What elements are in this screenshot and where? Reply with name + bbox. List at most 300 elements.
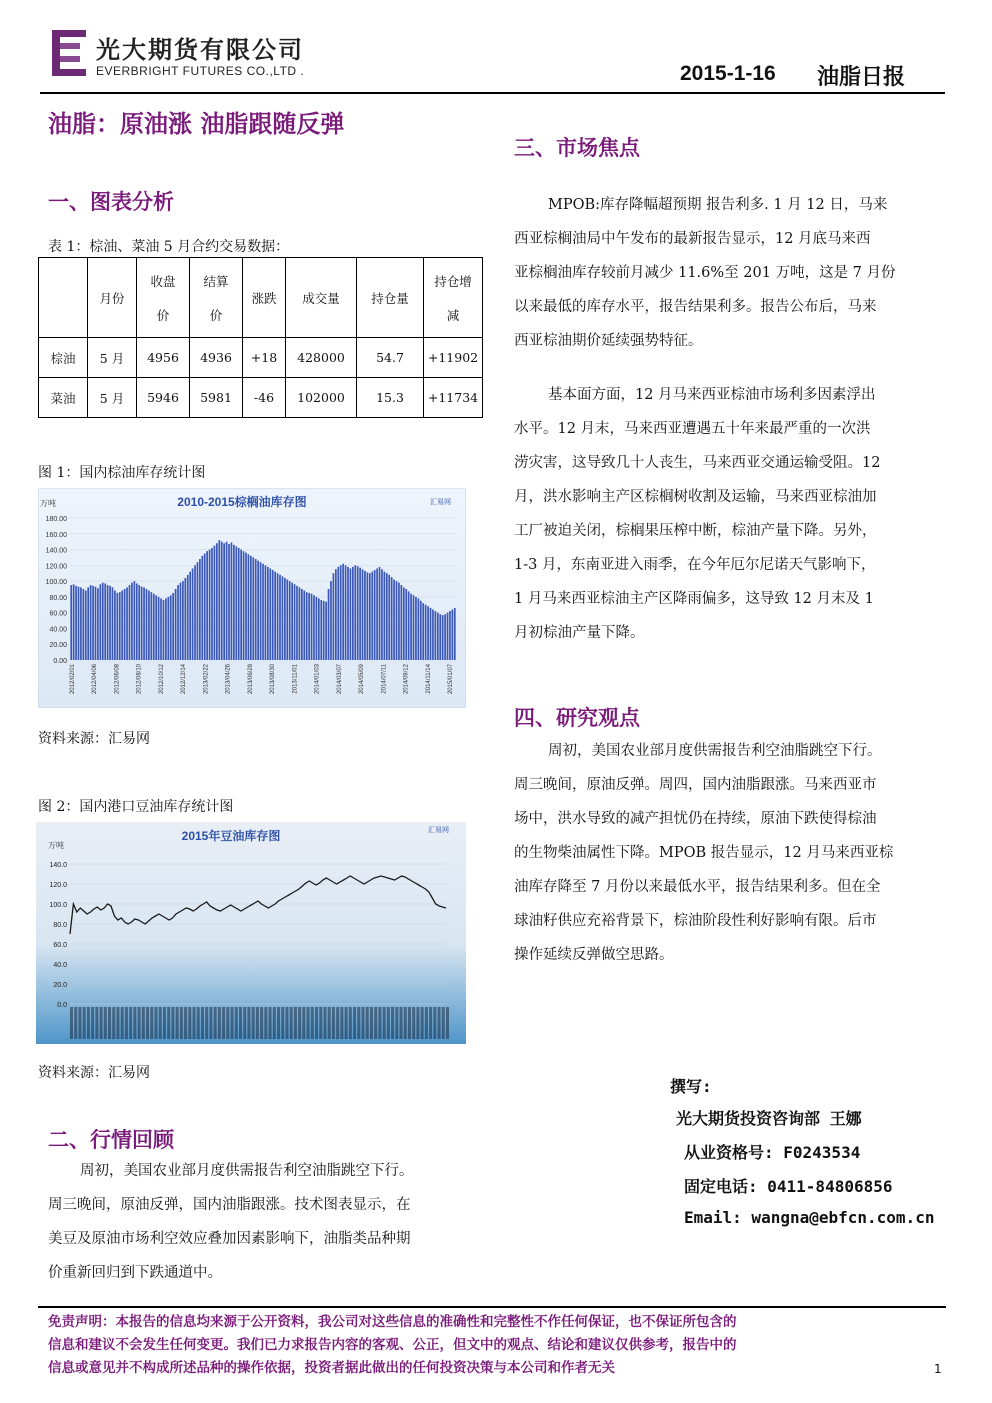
x-tick-label: 2012/08/10 xyxy=(136,664,143,695)
data-bar xyxy=(124,589,126,660)
x-tick-mark xyxy=(408,1007,411,1039)
data-bar xyxy=(354,565,356,660)
x-tick-mark xyxy=(205,1007,208,1039)
table-header-cell: 月份 xyxy=(88,258,137,338)
x-tick-mark xyxy=(87,1007,90,1039)
x-tick-mark xyxy=(129,1007,132,1039)
x-tick-mark xyxy=(83,1007,86,1039)
x-tick-mark xyxy=(146,1007,149,1039)
x-tick-mark xyxy=(433,1007,436,1039)
data-bar xyxy=(95,587,97,660)
x-tick-mark xyxy=(353,1007,356,1039)
x-tick-mark xyxy=(70,1007,73,1039)
x-tick-label: 2013/04/26 xyxy=(225,664,232,695)
text-line: 操作延续反弹做空思路。 xyxy=(514,947,674,963)
x-tick-mark xyxy=(167,1007,170,1039)
data-bar xyxy=(418,598,420,660)
x-tick-mark xyxy=(323,1007,326,1039)
x-tick-mark xyxy=(302,1007,305,1039)
x-tick-label: 2014/05/09 xyxy=(359,664,366,695)
table-cell: 54.7 xyxy=(357,338,424,378)
x-tick-mark xyxy=(138,1007,141,1039)
data-bar xyxy=(340,565,342,660)
data-bar xyxy=(260,562,262,660)
header-divider xyxy=(40,92,945,94)
data-bar xyxy=(116,593,118,660)
section-3-para-2 xyxy=(514,378,954,650)
x-tick-mark xyxy=(349,1007,352,1039)
data-bar xyxy=(143,587,145,660)
company-logo-icon xyxy=(52,30,88,76)
y-tick-label: 120.0 xyxy=(49,882,67,889)
x-tick-label: 2012/06/08 xyxy=(114,664,121,695)
y-tick-label: 140.0 xyxy=(49,862,67,869)
x-tick-mark xyxy=(239,1007,242,1039)
contract-data-table xyxy=(38,257,483,418)
y-tick-label: 160.00 xyxy=(45,531,67,539)
x-tick-mark xyxy=(264,1007,267,1039)
text-line: 亚棕榈油库存较前月减少 11.6%至 201 万吨，这是 7 月份 xyxy=(514,265,896,281)
data-bar xyxy=(364,571,366,660)
chart-watermark: 汇易网 xyxy=(428,827,449,834)
data-bar xyxy=(167,597,169,660)
report-date: 2015-1-16 xyxy=(680,62,776,85)
x-tick-label: 2013/02/22 xyxy=(203,664,210,695)
y-tick-label: 80.0 xyxy=(53,922,67,929)
x-tick-mark xyxy=(188,1007,191,1039)
data-bar xyxy=(357,566,359,660)
x-tick-mark xyxy=(438,1007,441,1039)
author-label: 撰写: xyxy=(670,1077,712,1096)
text-line: 工厂被迫关闭，棕榈果压榨中断，棕油产量下降。另外， xyxy=(514,523,877,539)
text-line: 基本面方面，12 月马来西亚棕油市场利多因素浮出 xyxy=(548,387,876,403)
text-line: 球油籽供应充裕背景下，棕油阶段性利好影响有限。后市 xyxy=(514,913,877,929)
x-tick-mark xyxy=(277,1007,280,1039)
x-tick-label: 2014/11/14 xyxy=(425,664,432,694)
x-tick-mark xyxy=(235,1007,238,1039)
section-4-text xyxy=(514,734,954,972)
figure-1-source: 资料来源：汇易网 xyxy=(38,731,150,747)
data-bar xyxy=(439,614,441,660)
y-tick-label: 100.0 xyxy=(49,902,67,909)
disclaimer-label: 免责声明： xyxy=(48,1314,116,1330)
x-tick-mark xyxy=(112,1007,115,1039)
data-bar xyxy=(204,554,206,661)
x-tick-mark xyxy=(374,1007,377,1039)
data-bar xyxy=(337,567,339,660)
x-tick-mark xyxy=(104,1007,107,1039)
text-line: MPOB:库存降幅超预期 报告利多. 1 月 12 日，马来 xyxy=(548,197,888,213)
y-axis-label: 万吨 xyxy=(48,841,64,850)
data-bar xyxy=(308,593,310,660)
data-bar xyxy=(369,573,371,660)
text-line: 场中，洪水导致的减产担忧仍在持续，原油下跌使得棕油 xyxy=(514,811,877,827)
x-tick-mark xyxy=(319,1007,322,1039)
data-bar xyxy=(318,598,320,660)
x-tick-label: 2015/01/07 xyxy=(448,664,454,695)
data-bar xyxy=(413,595,415,660)
data-bar xyxy=(155,595,157,660)
x-tick-label: 2013/06/28 xyxy=(247,664,254,695)
data-bar xyxy=(133,581,135,660)
text-line: 月，洪水影响主产区棕榈树收割及运输，马来西亚棕油加 xyxy=(514,489,877,505)
data-bar xyxy=(221,542,223,660)
data-bar xyxy=(359,568,361,660)
data-bar xyxy=(401,585,403,660)
y-tick-label: 100.00 xyxy=(45,579,67,587)
company-name-cn: 光大期货有限公司 xyxy=(96,35,304,64)
x-tick-label: 2012/12/14 xyxy=(181,664,188,695)
data-bar xyxy=(177,585,179,660)
x-tick-mark xyxy=(201,1007,204,1039)
y-tick-label: 20.0 xyxy=(53,982,67,989)
x-tick-mark xyxy=(370,1007,373,1039)
data-bar xyxy=(427,606,429,660)
x-tick-mark xyxy=(252,1007,255,1039)
table-header-cell xyxy=(39,258,88,338)
x-tick-mark xyxy=(395,1007,398,1039)
table-cell: 4956 xyxy=(137,338,190,378)
text-line: 美豆及原油市场利空效应叠加因素影响下，油脂类品种期 xyxy=(48,1231,411,1247)
data-bar xyxy=(299,587,301,660)
data-bar xyxy=(90,585,92,660)
data-bar xyxy=(279,575,281,660)
x-tick-label: 2013/08/30 xyxy=(270,664,277,695)
data-bar xyxy=(238,548,240,660)
data-bar xyxy=(126,587,128,660)
data-bar xyxy=(420,601,422,660)
data-bar xyxy=(83,589,85,660)
table-cell: +18 xyxy=(243,338,286,378)
data-bar xyxy=(194,565,196,660)
x-tick-mark xyxy=(116,1007,119,1039)
data-bar xyxy=(85,591,87,660)
data-bar xyxy=(403,587,405,660)
table-cell: 棕油 xyxy=(39,338,88,378)
data-bar xyxy=(316,597,318,660)
x-tick-label: 2014/07/11 xyxy=(381,664,388,694)
x-tick-mark xyxy=(383,1007,386,1039)
table-cell: 102000 xyxy=(286,378,357,418)
data-bar xyxy=(311,594,313,660)
data-bar xyxy=(425,605,427,660)
text-line: 涝灾害，这导致几十人丧生，马来西亚交通运输受阻。12 xyxy=(514,455,881,471)
data-bar xyxy=(313,595,315,660)
table-row xyxy=(39,378,483,418)
x-tick-mark xyxy=(91,1007,94,1039)
table-cell: 4936 xyxy=(190,338,243,378)
data-bar xyxy=(70,585,72,660)
x-tick-mark xyxy=(231,1007,234,1039)
data-bar xyxy=(371,572,373,660)
data-bar xyxy=(335,569,337,660)
data-bar xyxy=(73,584,75,660)
x-tick-mark xyxy=(273,1007,276,1039)
data-bar xyxy=(396,581,398,660)
data-bar xyxy=(345,565,347,660)
x-tick-label: 2014/03/07 xyxy=(336,664,343,695)
text-line: 价重新回归到下跌通道中。 xyxy=(48,1265,222,1281)
table-header-cell: 持仓量 xyxy=(357,258,424,338)
section-3-para-1 xyxy=(514,188,954,358)
x-tick-mark xyxy=(294,1007,297,1039)
chart-title: 2010-2015棕榈油库存图 xyxy=(177,495,307,509)
data-bar xyxy=(277,573,279,660)
data-bar xyxy=(328,589,330,660)
x-tick-mark xyxy=(307,1007,310,1039)
data-bar xyxy=(449,611,451,660)
data-bar xyxy=(289,581,291,660)
figure-1-caption: 图 1：国内棕油库存统计图 xyxy=(38,465,206,481)
x-tick-mark xyxy=(100,1007,103,1039)
data-bar xyxy=(330,581,332,660)
disclaimer-line: 信息和建议不会发生任何变更。我们已力求报告内容的客观、公正，但文中的观点、结论和建议仅供参考，报告中的 xyxy=(48,1337,737,1353)
x-tick-mark xyxy=(247,1007,250,1039)
data-bar xyxy=(104,583,106,660)
table-cell: +11902 xyxy=(424,338,483,378)
data-bar xyxy=(267,567,269,660)
y-tick-label: 60.0 xyxy=(53,942,67,949)
data-bar xyxy=(408,591,410,660)
text-line: 月初棕油产量下降。 xyxy=(514,625,645,641)
x-tick-mark xyxy=(387,1007,390,1039)
data-bar xyxy=(214,546,216,660)
table-cell: 15.3 xyxy=(357,378,424,418)
text-line: 周三晚间，原油反弹。周四，国内油脂跟涨。马来西亚市 xyxy=(514,777,877,793)
data-bar xyxy=(75,586,77,660)
data-bar xyxy=(78,587,80,660)
table-header-cell: 持仓增 减 xyxy=(424,258,483,338)
data-bar xyxy=(303,591,305,660)
x-tick-mark xyxy=(328,1007,331,1039)
data-bar xyxy=(226,542,228,660)
data-bar xyxy=(175,589,177,660)
data-bar xyxy=(201,556,203,660)
data-bar xyxy=(352,567,354,660)
data-bar xyxy=(223,543,225,660)
x-tick-mark xyxy=(298,1007,301,1039)
y-tick-label: 0.0 xyxy=(57,1002,67,1009)
data-bar xyxy=(158,597,160,660)
data-bar xyxy=(452,610,454,660)
data-bar xyxy=(146,589,148,660)
data-bar xyxy=(243,551,245,660)
y-tick-label: 140.00 xyxy=(45,547,67,555)
disclaimer-text xyxy=(48,1311,943,1380)
x-tick-mark xyxy=(366,1007,369,1039)
x-tick-mark xyxy=(311,1007,314,1039)
x-tick-mark xyxy=(226,1007,229,1039)
data-bar xyxy=(163,600,165,660)
x-tick-mark xyxy=(243,1007,246,1039)
table-row xyxy=(39,338,483,378)
data-bar xyxy=(379,567,381,660)
x-tick-mark xyxy=(357,1007,360,1039)
data-bar xyxy=(374,570,376,660)
data-bar xyxy=(391,577,393,660)
text-line: 1 月马来西亚棕油主产区降雨偏多，这导致 12 月末及 1 xyxy=(514,591,874,607)
data-bar xyxy=(381,569,383,660)
x-tick-mark xyxy=(416,1007,419,1039)
data-bar xyxy=(272,570,274,660)
table-cell: 428000 xyxy=(286,338,357,378)
data-bar xyxy=(255,559,257,660)
x-tick-mark xyxy=(176,1007,179,1039)
table-cell: 菜油 xyxy=(39,378,88,418)
data-bar xyxy=(444,614,446,660)
data-bar xyxy=(160,598,162,660)
data-bar xyxy=(245,553,247,660)
data-bar xyxy=(342,564,344,660)
data-bar xyxy=(265,565,267,660)
x-tick-mark xyxy=(108,1007,111,1039)
y-tick-label: 0.00 xyxy=(53,658,67,665)
data-bar xyxy=(294,584,296,660)
data-bar xyxy=(112,587,114,660)
y-tick-label: 40.00 xyxy=(49,626,67,634)
x-tick-mark xyxy=(281,1007,284,1039)
data-bar xyxy=(257,561,259,660)
section-3-heading: 三、市场焦点 xyxy=(514,136,640,160)
x-tick-mark xyxy=(209,1007,212,1039)
data-bar xyxy=(216,543,218,660)
data-bar xyxy=(252,557,254,660)
x-tick-mark xyxy=(425,1007,428,1039)
section-2-text xyxy=(48,1154,488,1290)
x-tick-mark xyxy=(332,1007,335,1039)
x-tick-mark xyxy=(171,1007,174,1039)
figure-2-caption: 图 2：国内港口豆油库存统计图 xyxy=(38,799,234,815)
data-bar xyxy=(306,592,308,660)
data-bar xyxy=(435,611,437,660)
data-bar xyxy=(121,591,123,660)
data-bar xyxy=(180,583,182,660)
text-line: 的生物柴油属性下降。MPOB 报告显示，12 月马来西亚棕 xyxy=(514,845,894,861)
data-bar xyxy=(430,608,432,660)
table-header-row xyxy=(39,258,483,338)
section-4-heading: 四、研究观点 xyxy=(514,706,640,730)
palm-oil-stock-chart xyxy=(38,488,466,708)
data-bar xyxy=(102,583,104,660)
data-bar xyxy=(218,540,220,660)
author-email[interactable]: Email: wangna@ebfcn.com.cn xyxy=(684,1208,935,1227)
text-line: 水平。12 月末，马来西亚遭遇五十年来最严重的一次洪 xyxy=(514,421,871,437)
x-tick-mark xyxy=(442,1007,445,1039)
x-tick-mark xyxy=(180,1007,183,1039)
data-bar xyxy=(119,592,121,660)
data-bar xyxy=(172,593,174,660)
x-tick-label: 2012/10/12 xyxy=(158,664,165,695)
data-bar xyxy=(437,613,439,660)
data-bar xyxy=(350,568,352,660)
data-bar xyxy=(233,545,235,660)
x-tick-mark xyxy=(154,1007,157,1039)
data-bar xyxy=(182,581,184,660)
data-bar xyxy=(248,554,250,660)
y-tick-label: 180.00 xyxy=(45,516,67,523)
table-header-cell: 成交量 xyxy=(286,258,357,338)
data-bar xyxy=(99,584,101,660)
text-line: 周初，美国农业部月度供需报告利空油脂跳空下行。 xyxy=(80,1163,414,1179)
y-tick-label: 120.00 xyxy=(45,563,67,571)
table-cell: 5981 xyxy=(190,378,243,418)
x-tick-mark xyxy=(218,1007,221,1039)
x-tick-mark xyxy=(285,1007,288,1039)
data-bar xyxy=(97,588,99,660)
x-tick-mark xyxy=(193,1007,196,1039)
data-bar xyxy=(138,585,140,660)
author-phone: 固定电话: 0411-84806856 xyxy=(684,1177,893,1196)
text-line: 以来最低的库存水平，报告结果利多。报告公布后，马来 xyxy=(514,299,877,315)
data-bar xyxy=(228,544,230,660)
data-bar xyxy=(454,608,456,660)
text-line: 西亚棕油期价延续强势特征。 xyxy=(514,333,703,349)
data-bar xyxy=(301,589,303,660)
y-tick-label: 40.0 xyxy=(53,962,67,969)
data-bar xyxy=(136,583,138,660)
table-header-cell: 收盘 价 xyxy=(137,258,190,338)
text-line: 油库存降至 7 月份以来最低水平，报告结果利多。但在全 xyxy=(514,879,881,895)
data-bar xyxy=(323,601,325,660)
x-tick-mark xyxy=(378,1007,381,1039)
x-tick-mark xyxy=(315,1007,318,1039)
data-bar xyxy=(274,572,276,660)
data-bar xyxy=(320,600,322,660)
y-axis-label: 万吨 xyxy=(40,499,56,508)
data-bar xyxy=(286,580,288,660)
disclaimer-line: 本报告的信息均来源于公开资料，我公司对这些信息的准确性和完整性不作任何保证，也不保证所包含的 xyxy=(115,1314,737,1330)
x-tick-mark xyxy=(74,1007,77,1039)
x-tick-mark xyxy=(421,1007,424,1039)
data-bar xyxy=(129,585,131,660)
data-bar xyxy=(107,585,109,660)
data-bar xyxy=(165,598,167,660)
data-bar xyxy=(393,580,395,660)
text-line: 1-3 月，东南亚进入雨季，在今年厄尔尼诺天气影响下， xyxy=(514,557,876,573)
data-bar xyxy=(284,578,286,660)
x-tick-mark xyxy=(345,1007,348,1039)
data-bar xyxy=(211,548,213,660)
data-bar xyxy=(432,610,434,660)
data-bar xyxy=(150,592,152,660)
y-tick-label: 80.00 xyxy=(49,594,67,602)
data-bar xyxy=(231,542,233,660)
data-bar xyxy=(376,568,378,660)
x-tick-mark xyxy=(404,1007,407,1039)
data-bar xyxy=(388,575,390,660)
data-bar xyxy=(250,556,252,660)
x-tick-mark xyxy=(142,1007,145,1039)
table-cell: 5946 xyxy=(137,378,190,418)
data-bar xyxy=(199,559,201,660)
x-tick-mark xyxy=(429,1007,432,1039)
x-tick-mark xyxy=(78,1007,81,1039)
x-tick-mark xyxy=(362,1007,365,1039)
data-bar xyxy=(422,603,424,660)
data-bar xyxy=(131,583,133,660)
x-tick-mark xyxy=(150,1007,153,1039)
data-bar xyxy=(209,550,211,660)
data-bar xyxy=(114,591,116,660)
data-bar xyxy=(269,568,271,660)
data-bar xyxy=(109,586,111,660)
report-type: 油脂日报 xyxy=(817,65,906,90)
table-cell: 5 月 xyxy=(88,378,137,418)
data-bar xyxy=(386,573,388,660)
x-tick-mark xyxy=(184,1007,187,1039)
data-bar xyxy=(92,586,94,660)
data-bar xyxy=(87,587,89,660)
